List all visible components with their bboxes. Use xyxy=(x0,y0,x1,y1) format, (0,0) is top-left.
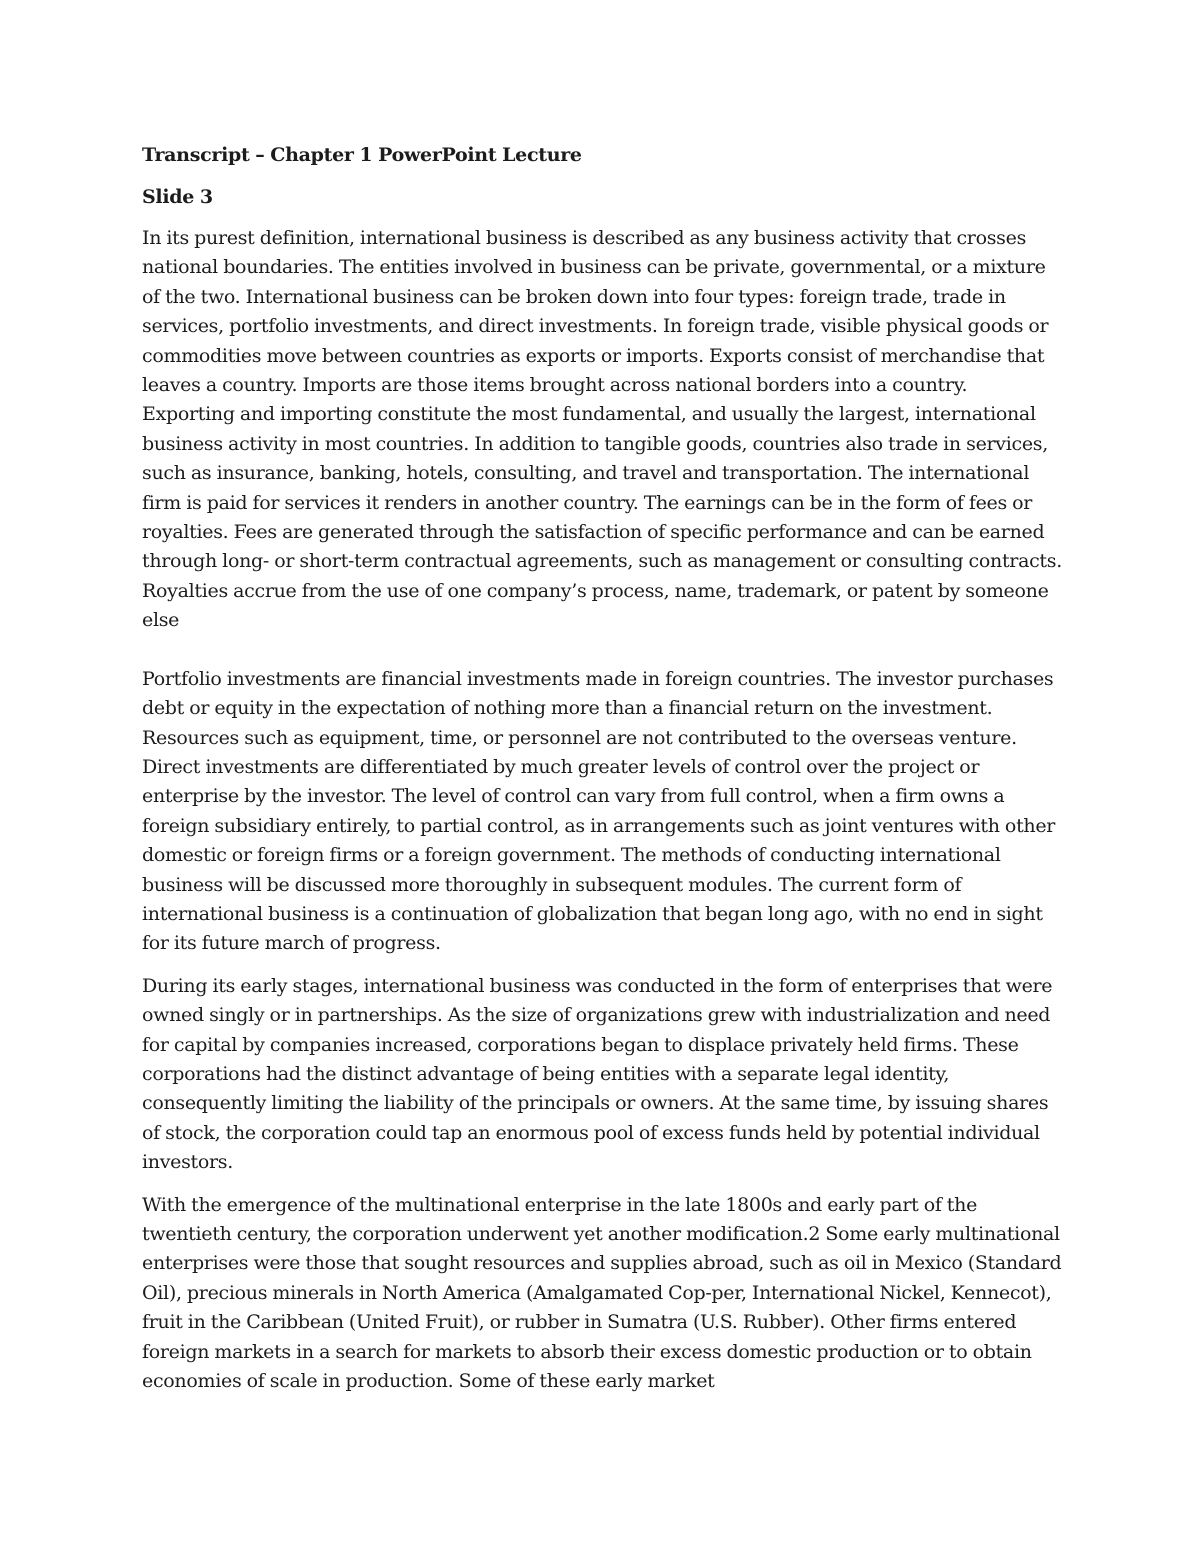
slide-heading: Slide 3 xyxy=(142,186,213,208)
paragraph-3: During its early stages, international business was conducted in the form of enterprises that were owned singly or in partnerships. As the size of organizations grew with industrialization and need for capital by companies increased, corporations began to displace privately held firms. These corporations had the distinct advantage of being entities with a separate legal identity, consequently limiting the liability of the principals or owners. At the same time, by issuing shares of stock, the corporation could tap an enormous pool of excess funds held by potential individual investors. xyxy=(142,974,1053,1174)
document-body xyxy=(142,140,1064,1409)
document-title: Transcript – Chapter 1 PowerPoint Lecture xyxy=(142,144,582,166)
paragraph-2: Portfolio investments are financial investments made in foreign countries. The investor purchases debt or equity in the expectation of nothing more than a financial return on the investment. Resources such as equipment, time, or personnel are not contributed to the overseas venture. Direct investments are differentiated by much greater levels of control over the project or enterprise by the investor. The level of control can vary from full control, when a firm owns a foreign subsidiary entirely, to partial control, as in arrangements such as joint ventures with other domestic or foreign firms or a foreign government. The methods of conducting international business will be discussed more thoroughly in subsequent modules. The current form of international business is a continuation of globalization that began long ago, with no end in sight for its future march of progress. xyxy=(142,667,1056,955)
paragraph-1: In its purest definition, international business is described as any business activity that crosses national boundaries. The entities involved in business can be private, governmental, or a mixture of the two. International business can be broken down into four types: foreign trade, trade in services, portfolio investments, and direct investments. In foreign trade, visible physical goods or commodities move between countries as exports or imports. Exports consist of merchandise that leaves a country. Imports are those items brought across national borders into a country. Exporting and importing constitute the most fundamental, and usually the largest, international business activity in most countries. In addition to tangible goods, countries also trade in services, such as insurance, banking, hotels, consulting, and travel and transportation. The international firm is paid for services it renders in another country. The earnings can be in the form of fees or royalties. Fees are generated through the satisfaction of specific performance and can be earned through long- or short-term contractual agreements, such as management or consulting contracts. Royalties accrue from the use of one company’s process, name, trademark, or patent by someone else xyxy=(142,227,1062,632)
paragraph-4: With the emergence of the multinational enterprise in the late 1800s and early part of the twentieth century, the corporation underwent yet another modification.2 Some early multinational enterprises were those that sought resources and supplies abroad, such as oil in Mexico (Standard Oil), precious minerals in North America (Amalgamated Cop-per, International Nickel, Kennecot), fruit in the Caribbean (United Fruit), or rubber in Sumatra (U.S. Rubber). Other firms entered foreign markets in a search for markets to absorb their excess domestic production or to obtain economies of scale in production. Some of these early market xyxy=(142,1193,1062,1393)
